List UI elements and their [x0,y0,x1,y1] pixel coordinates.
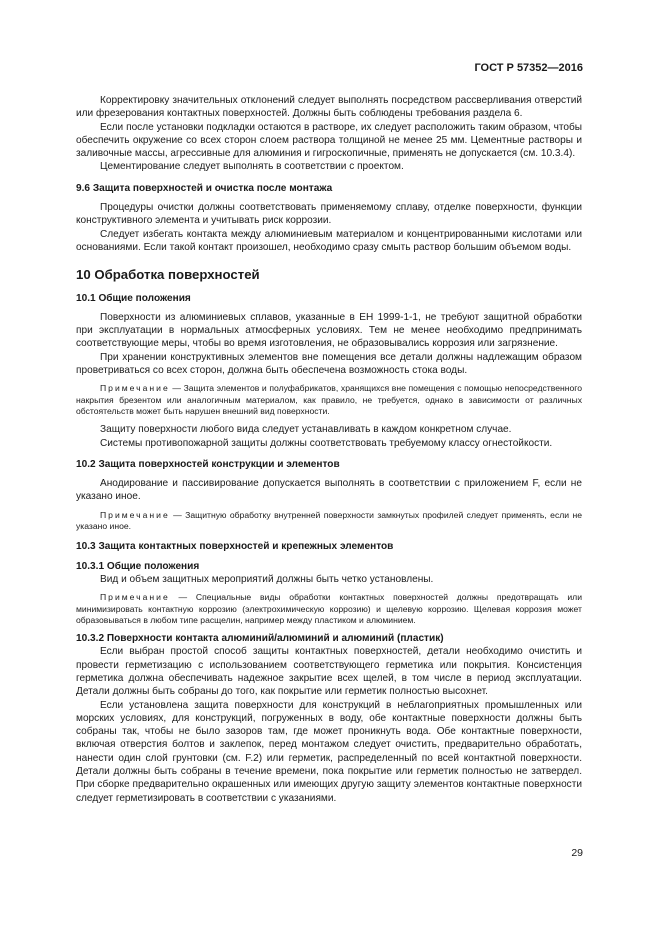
note-text: — Защитную обработку внутренней поверхности замкнутых профилей следует применять, если не указано иное. [76,509,582,532]
paragraph: Защиту поверхности любого вида следует устанавливать в каждом конкретном случае. [100,424,512,436]
paragraph: Корректировку значительных отклонений следует выполнять посредством рассверливания отверстий или фрезерования контактных поверхностей. Должны быть соблюдены требования раздела 6. [76,95,582,120]
note-label: Примечание [100,509,170,520]
note [76,383,582,417]
section-heading-10-3-1: 10.3.1 Общие положения [76,560,200,572]
note-label: Примечание [100,383,170,394]
section-heading-10: 10 Обработка поверхностей [76,267,260,283]
note [76,592,582,626]
paragraph: При хранении конструктивных элементов вне помещения все детали должны надлежащим образом проветриваться со всех сторон, должна быть обеспечена возможность стока воды. [76,351,582,377]
document-body [76,94,582,805]
note-text: — Защита элементов и полуфабрикатов, хранящихся вне помещения с помощью непосредственного накрытия брезентом или аналогичным материалом, как правило, не требуется, однако в зависимости от различных обстоятельств может быть нарушен внешний вид поверхности. [76,383,582,416]
paragraph: Процедуры очистки должны соответствовать применяемому сплаву, отделке поверхности, функции конструктивного элемента и учитывать риск коррозии. [76,202,582,227]
note-text: — Специальные виды обработки контактных поверхностей должны предотвращать или минимизировать контактную коррозию (электрохимическую коррозию) и щелевую коррозию. Щелевая коррозия может образовываться в любом типе расщелин, например между пластиком и алюминием. [76,592,582,625]
paragraph: Следует избегать контакта между алюминиевым материалом и концентрированными кислотами или основаниями. Если такой контакт произошел, необходимо сразу смыть раствор большим объемом воды. [76,228,582,253]
section-heading-10-1: 10.1 Общие положения [76,292,191,304]
paragraph: Если выбран простой способ защиты контактных поверхностей, детали необходимо очистить и провести герметизацию с использованием соответствующего герметика или покрытия. Консистенция герметика должна обеспечивать надежное закрытие всех щелей, в том числе в период эксплуатации. Детали должны быть собраны до того, как покрытие или герметик полностью высохнет. [76,646,582,698]
page-number: 29 [571,847,583,859]
section-heading-9-6: 9.6 Защита поверхностей и очистка после монтажа [76,182,333,194]
paragraph: Поверхности из алюминиевых сплавов, указанные в ЕН 1999-1-1, не требуют защитной обработки при эксплуатации в нормальных атмосферных условиях. Тем не менее необходимо предпринимать соответствующие меры, чтобы во время изготовления, не образовывались коррозия или загрязнение. [76,311,582,350]
paragraph: Вид и объем защитных мероприятий должны быть четко установлены. [100,573,434,585]
note [76,510,582,533]
paragraph: Анодирование и пассивирование допускается выполнять в соответствии с приложением F, если не указано иное. [76,478,582,503]
standard-code-header: ГОСТ Р 57352—2016 [474,62,583,74]
section-heading-10-3: 10.3 Защита контактных поверхностей и крепежных элементов [76,541,394,553]
paragraph: Системы противопожарной защиты должны соответствовать требуемому классу огнестойкости. [100,437,553,449]
paragraph: Цементирование следует выполнять в соответствии с проектом. [100,161,404,173]
section-heading-10-2: 10.2 Защита поверхностей конструкции и элементов [76,458,340,470]
paragraph: Если после установки подкладки остаются в растворе, их следует расположить таким образом, чтобы обеспечить окружение со всех сторон слоем раствора толщиной не менее 25 мм. Цементные растворы и заливочные массы, агрессивные для алюминия и гигроскопичные, применять не допускается (см. 10.3.4). [76,121,582,160]
note-label: Примечание [100,592,170,603]
paragraph: Если установлена защита поверхности для конструкций в неблагоприятных промышленных или морских условиях, для конструкций, погруженных в воду, обе контактные поверхности должны быть собраны так, чтобы не было зазоров там, где может проникнуть вода. Обе контактные поверхности, включая отверстия болтов и заклепок, перед монтажом следует очистить, предварительно обработать, нанести один слой грунтовки (см. F.2) или герметик, распределенный по всей контактной поверхности. Детали должны быть собраны в течение времени, пока покрытие или герметик полностью не затвердел. При сборке предварительно окрашенных или имеющих другую защиту элементов контактные поверхности следует герметизировать в соответствии с указаниями. [76,699,582,804]
section-heading-10-3-2: 10.3.2 Поверхности контакта алюминий/алюминий и алюминий (пластик) [76,633,444,645]
